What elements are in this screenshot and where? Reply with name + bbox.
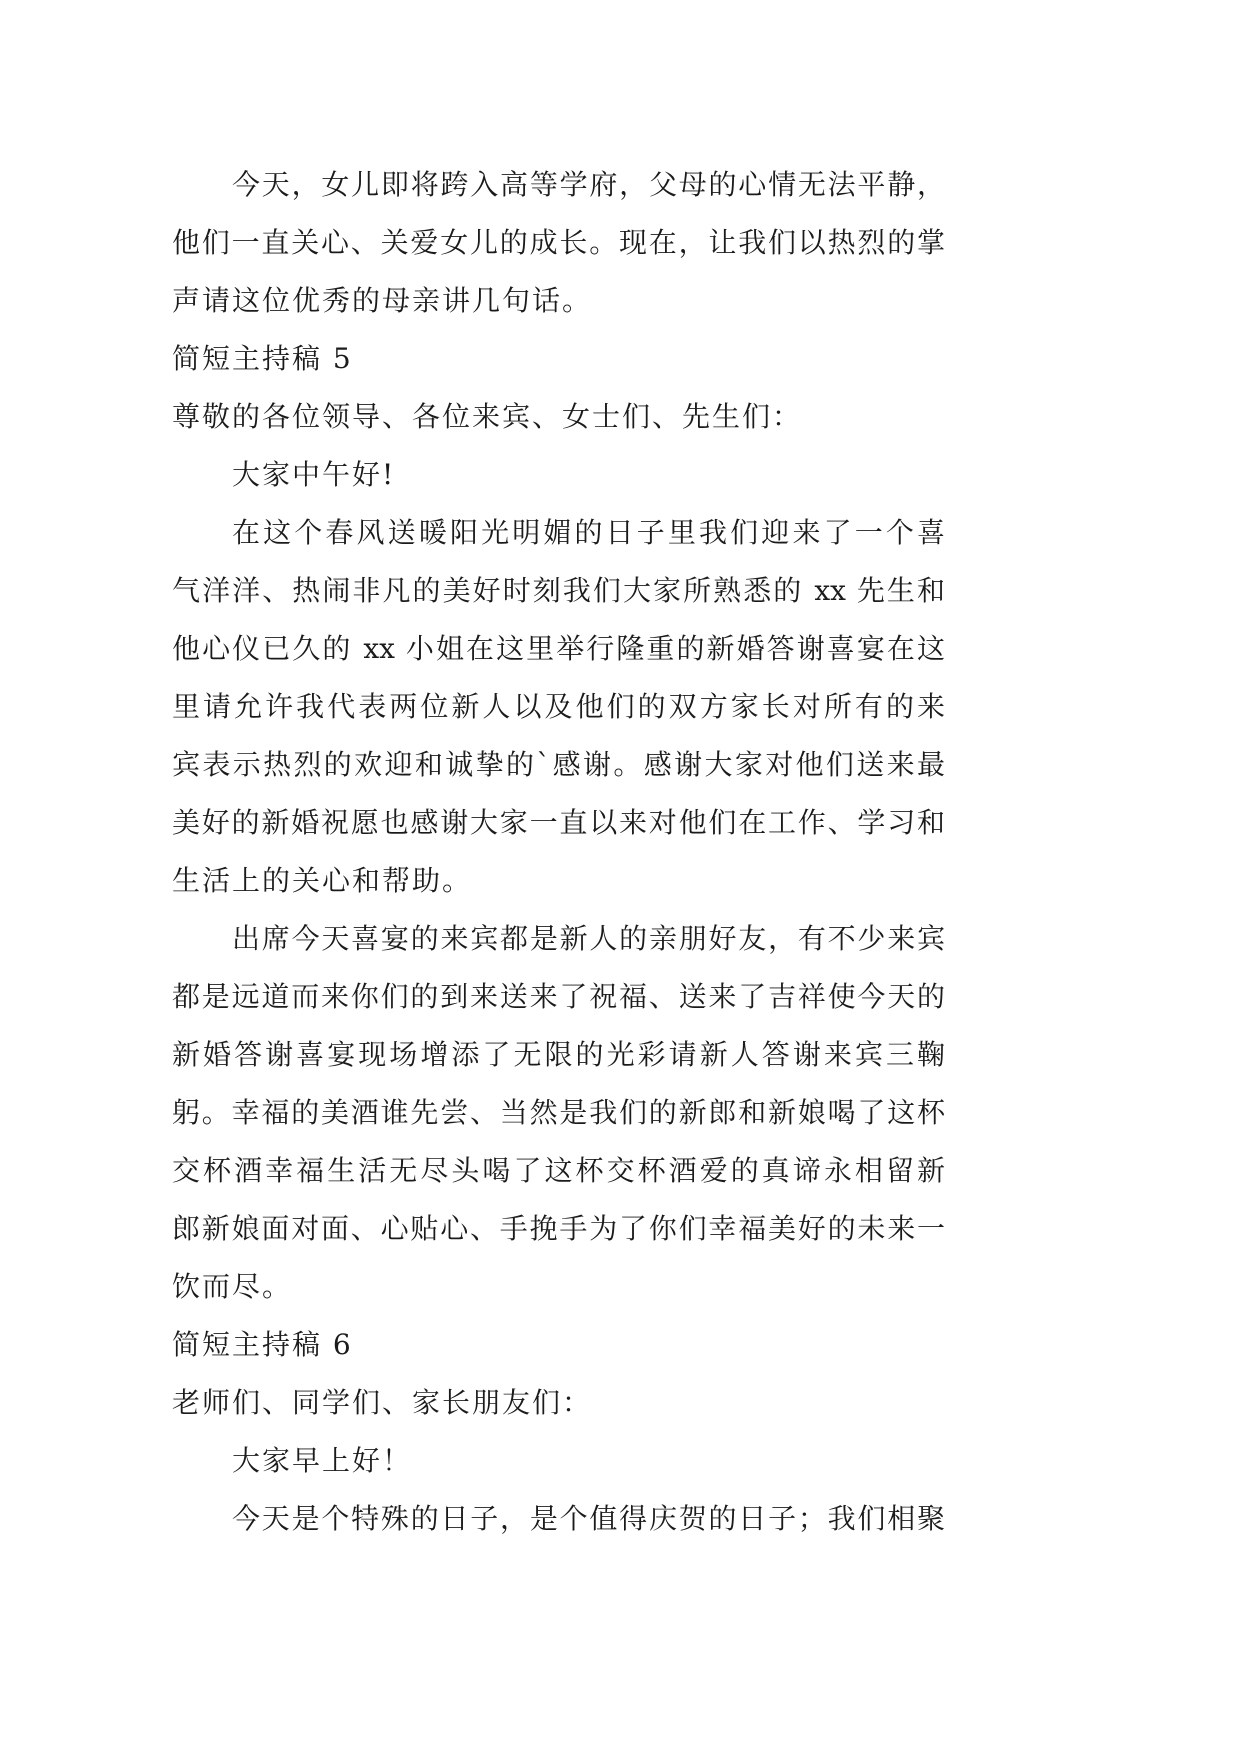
paragraph-line: 气洋洋、热闹非凡的美好时刻我们大家所熟悉的 xx 先生和 — [172, 574, 945, 607]
paragraph-line: 新婚答谢喜宴现场增添了无限的光彩请新人答谢来宾三鞠 — [172, 1038, 945, 1071]
section-5 — [172, 330, 945, 1316]
paragraph-line: 生活上的关心和帮助。 — [172, 864, 473, 897]
paragraph — [172, 1490, 945, 1548]
paragraph-line: 都是远道而来你们的到来送来了祝福、送来了吉祥使今天的 — [172, 980, 945, 1013]
paragraph-line: 美好的新婚祝愿也感谢大家一直以来对他们在工作、学习和 — [172, 806, 945, 839]
paragraph-line: 郎新娘面对面、心贴心、手挽手为了你们幸福美好的未来一 — [172, 1212, 945, 1245]
paragraph-line: 他们一直关心、关爱女儿的成长。现在，让我们以热烈的掌 — [172, 226, 945, 259]
paragraph-line: 饮而尽。 — [172, 1270, 293, 1303]
document-body — [172, 156, 945, 1548]
greeting: 大家中午好! — [232, 458, 396, 491]
salutation: 老师们、同学们、家长朋友们： — [172, 1386, 593, 1419]
greeting: 大家早上好！ — [232, 1444, 413, 1477]
salutation: 尊敬的各位领导、各位来宾、女士们、先生们： — [172, 400, 803, 433]
paragraph-line: 里请允许我代表两位新人以及他们的双方家长对所有的来 — [172, 690, 945, 723]
paragraph-line: 今天，女儿即将跨入高等学府，父母的心情无法平静， — [232, 168, 945, 201]
paragraph-line: 声请这位优秀的母亲讲几句话。 — [172, 284, 593, 317]
paragraph-line: 今天是个特殊的日子，是个值得庆贺的日子；我们相聚 — [232, 1502, 945, 1535]
paragraph-line: 躬。幸福的美酒谁先尝、当然是我们的新郎和新娘喝了这杯 — [172, 1096, 945, 1129]
intro-paragraph — [172, 156, 945, 330]
paragraph — [172, 910, 945, 1316]
paragraph-line: 交杯酒幸福生活无尽头喝了这杯交杯酒爱的真谛永相留新 — [172, 1154, 945, 1187]
section-6 — [172, 1316, 945, 1548]
paragraph-line: 宾表示热烈的欢迎和诚挚的`感谢。感谢大家对他们送来最 — [172, 748, 945, 781]
section-heading: 简短主持稿 5 — [172, 342, 353, 375]
paragraph-line: 他心仪已久的 xx 小姐在这里举行隆重的新婚答谢喜宴在这 — [172, 632, 945, 665]
paragraph — [172, 504, 945, 910]
paragraph-line: 在这个春风送暖阳光明媚的日子里我们迎来了一个喜 — [232, 516, 945, 549]
section-heading: 简短主持稿 6 — [172, 1328, 353, 1361]
paragraph-line: 出席今天喜宴的来宾都是新人的亲朋好友，有不少来宾 — [232, 922, 945, 955]
